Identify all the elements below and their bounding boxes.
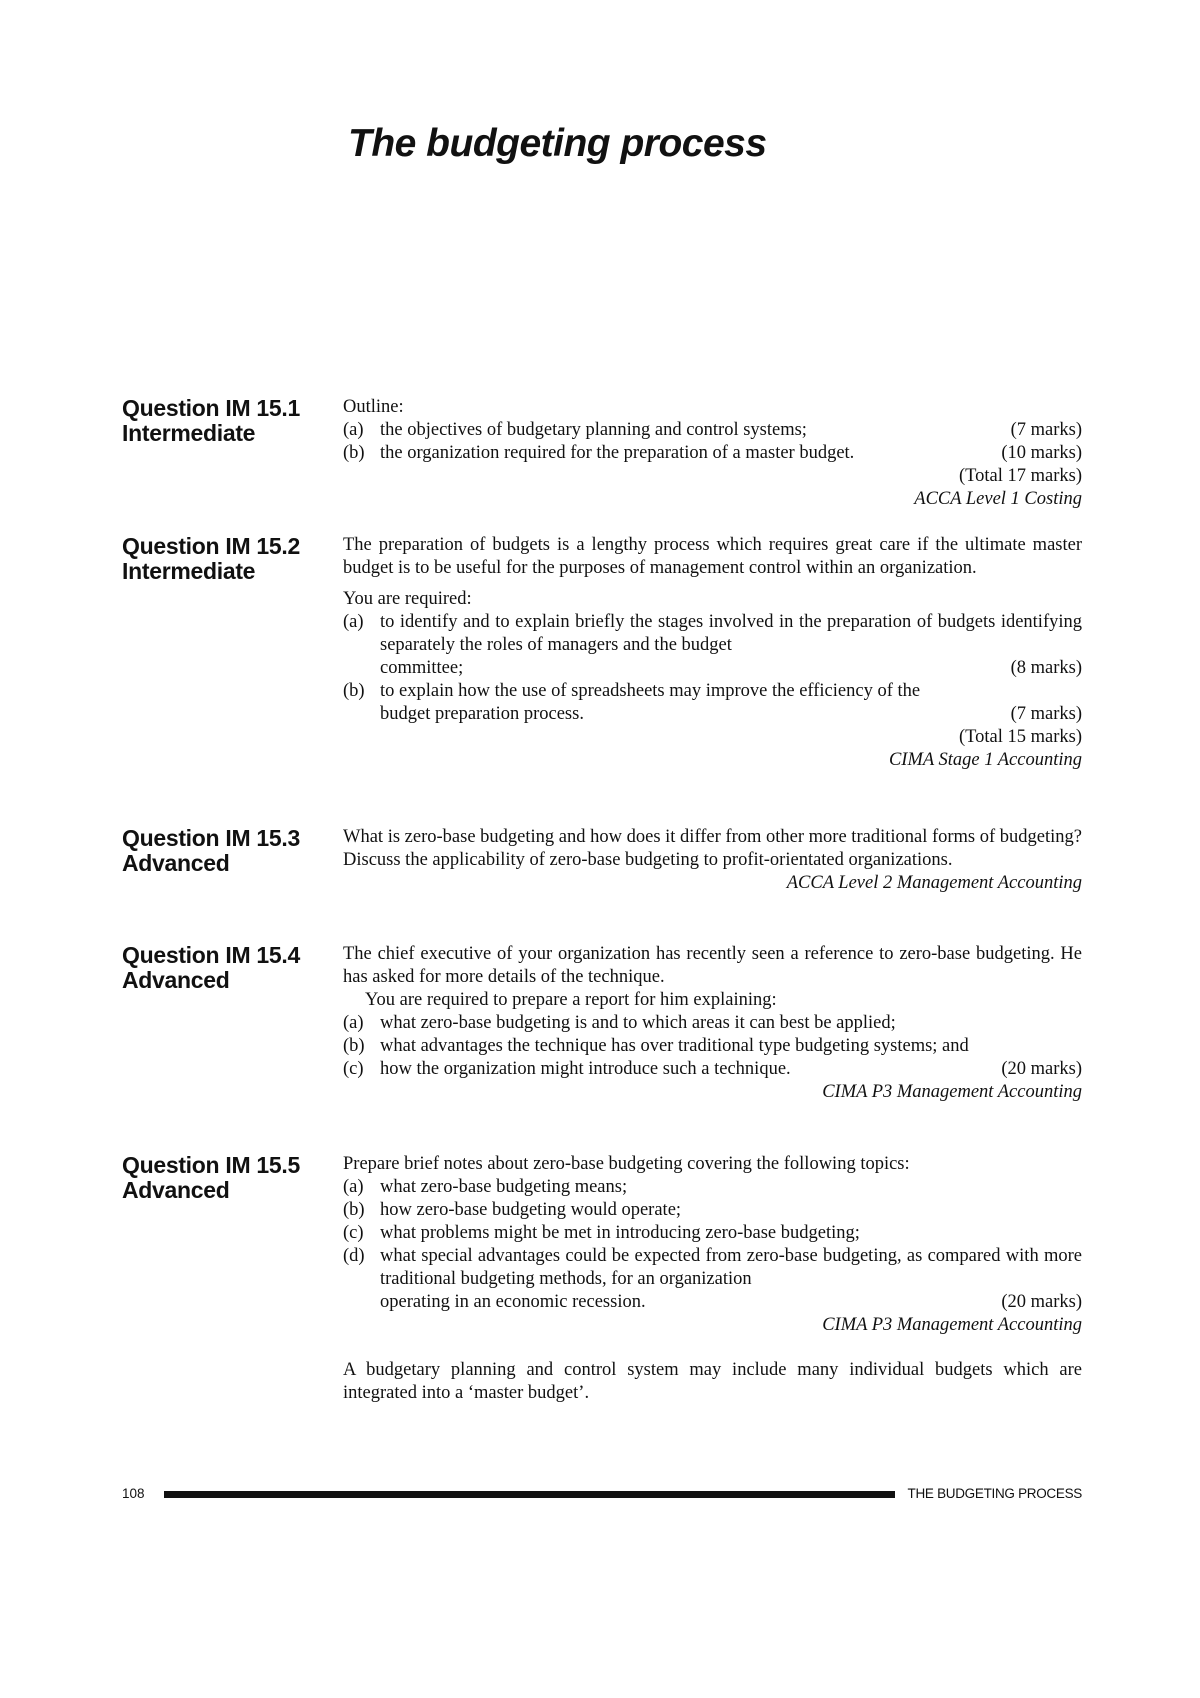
part-label: (a) <box>343 420 364 440</box>
question-part-a <box>343 1012 1082 1035</box>
question-part-a <box>343 1176 1082 1199</box>
question-level: Advanced <box>122 850 230 876</box>
question-part-b <box>343 1035 1082 1058</box>
question-intro: Prepare brief notes about zero-base budgeting covering the following topics: <box>343 1154 910 1174</box>
page-number: 108 <box>122 1486 145 1501</box>
question-part-b <box>343 680 1082 726</box>
exam-source: CIMA Stage 1 Accounting <box>888 750 1082 770</box>
question-number: Question IM 15.5 <box>122 1152 300 1178</box>
question-intro: The preparation of budgets is a lengthy process which requires great care if the ultimate master budget is to be useful for the purposes of management control within an organization. <box>343 535 1082 578</box>
question-part-a <box>343 419 1082 442</box>
question-part-b <box>343 1199 1082 1222</box>
question-level: Intermediate <box>122 420 256 446</box>
part-text: what zero-base budgeting means; <box>380 1177 628 1197</box>
question-body <box>343 534 1082 772</box>
part-text: what advantages the technique has over traditional type budgeting systems; and <box>380 1036 969 1056</box>
part-text: what special advantages could be expected from zero-base budgeting, as compared with more traditional budgeting methods, for an organization <box>380 1246 1082 1289</box>
part-label: (b) <box>343 681 365 701</box>
question-label <box>122 396 342 446</box>
question-level: Advanced <box>122 1177 230 1203</box>
part-marks: (7 marks) <box>1010 704 1082 724</box>
question-intro: The chief executive of your organization has recently seen a reference to zero-base budgeting. He has asked for more details of the technique. <box>343 944 1082 987</box>
part-marks: (10 marks) <box>1001 443 1082 463</box>
question-body <box>343 396 1082 511</box>
part-label: (b) <box>343 443 365 463</box>
exam-source: ACCA Level 2 Management Accounting <box>786 873 1082 893</box>
part-marks: (20 marks) <box>1001 1059 1082 1079</box>
question-instruction: You are required to prepare a report for him explaining: <box>365 990 777 1010</box>
question-number: Question IM 15.4 <box>122 942 300 968</box>
question-intro: Outline: <box>343 397 404 417</box>
part-text: how the organization might introduce such a technique. <box>380 1059 791 1079</box>
footer-rule <box>164 1491 895 1498</box>
part-label: (c) <box>343 1059 364 1079</box>
part-text-end: budget preparation process. <box>380 704 584 724</box>
closing-paragraph: A budgetary planning and control system may include many individual budgets which are integrated into a ‘master budget’. <box>343 1360 1082 1403</box>
part-text: what problems might be met in introducing zero-base budgeting; <box>380 1223 860 1243</box>
total-marks: (Total 17 marks) <box>958 466 1082 486</box>
part-text: the organization required for the preparation of a master budget. <box>380 443 855 463</box>
part-marks: (7 marks) <box>1010 420 1082 440</box>
part-marks: (8 marks) <box>1010 658 1082 678</box>
exam-source: ACCA Level 1 Costing <box>914 489 1082 509</box>
question-part-d <box>343 1245 1082 1314</box>
question-part-c <box>343 1058 1082 1081</box>
question-part-a <box>343 611 1082 680</box>
part-label: (c) <box>343 1223 364 1243</box>
running-title: THE BUDGETING PROCESS <box>907 1486 1082 1501</box>
question-label <box>122 1153 342 1203</box>
total-marks: (Total 15 marks) <box>958 727 1082 747</box>
question-instruction: You are required: <box>343 589 472 609</box>
question-number: Question IM 15.3 <box>122 825 300 851</box>
part-text: to explain how the use of spreadsheets may improve the efficiency of the <box>380 681 921 701</box>
question-number: Question IM 15.2 <box>122 533 300 559</box>
part-label: (b) <box>343 1036 365 1056</box>
question-level: Advanced <box>122 967 230 993</box>
question-number: Question IM 15.1 <box>122 395 300 421</box>
part-text-end: committee; <box>380 658 464 678</box>
exam-source: CIMA P3 Management Accounting <box>822 1315 1082 1335</box>
question-body <box>343 826 1082 895</box>
part-label: (a) <box>343 1177 364 1197</box>
part-label: (a) <box>343 612 364 632</box>
part-text: to identify and to explain briefly the stages involved in the preparation of budgets identifying separately the roles of managers and the budget <box>380 612 1082 655</box>
exam-source: CIMA P3 Management Accounting <box>822 1082 1082 1102</box>
part-label: (b) <box>343 1200 365 1220</box>
question-body <box>343 1153 1082 1405</box>
part-text: what zero-base budgeting is and to which areas it can best be applied; <box>380 1013 896 1033</box>
part-label: (d) <box>343 1246 365 1266</box>
page-title: The budgeting process <box>348 122 767 165</box>
part-text: the objectives of budgetary planning and control systems; <box>380 420 807 440</box>
question-part-c <box>343 1222 1082 1245</box>
page-footer <box>122 1482 1082 1506</box>
question-label <box>122 534 342 584</box>
part-text: how zero-base budgeting would operate; <box>380 1200 682 1220</box>
part-text-end: operating in an economic recession. <box>380 1292 646 1312</box>
question-part-b <box>343 442 1082 465</box>
question-level: Intermediate <box>122 558 256 584</box>
question-text: What is zero-base budgeting and how does it differ from other more traditional forms of budgeting? Discuss the applicability of zero-base budgeting to profit-orientated organizations. <box>343 827 1082 870</box>
part-marks: (20 marks) <box>1001 1292 1082 1312</box>
question-label <box>122 943 342 993</box>
question-body <box>343 943 1082 1104</box>
question-label <box>122 826 342 876</box>
part-label: (a) <box>343 1013 364 1033</box>
